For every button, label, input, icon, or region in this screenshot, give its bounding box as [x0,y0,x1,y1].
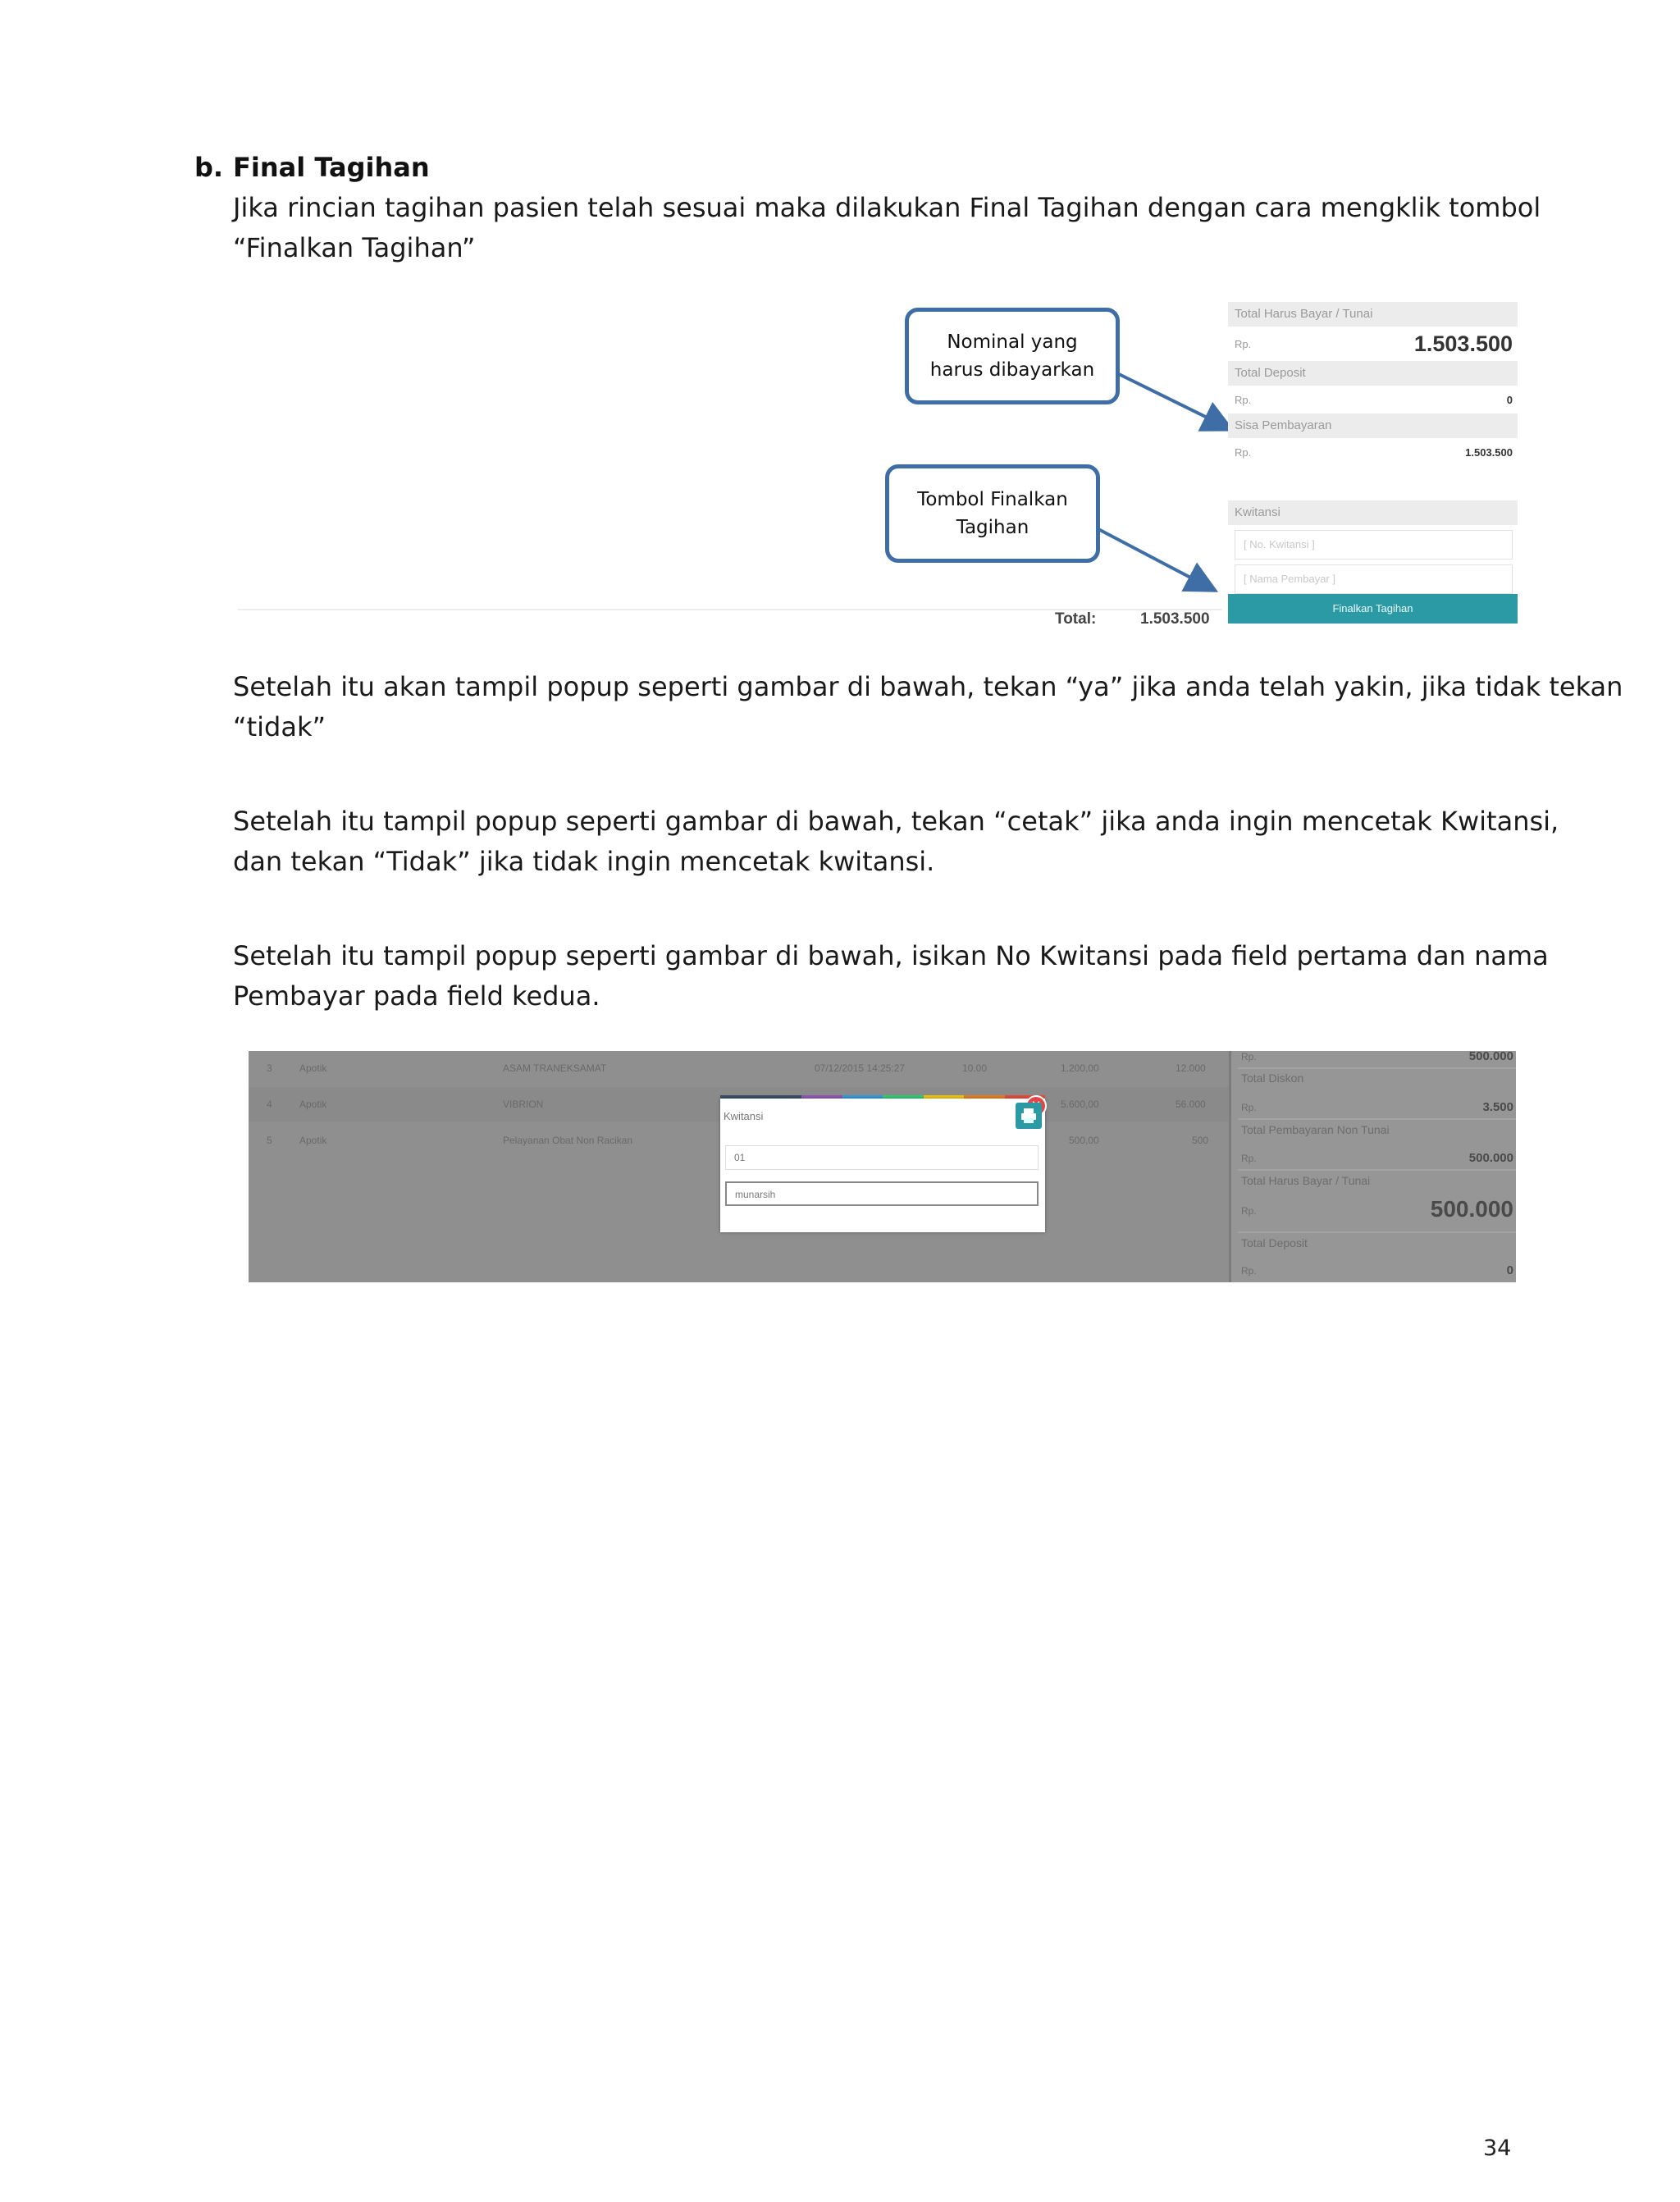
no-kwitansi-input[interactable]: [ No. Kwitansi ] [1235,530,1513,560]
payment-summary-panel [1229,1051,1516,1282]
total-diskon-value: 3.500 [1482,1100,1513,1114]
page-number: 34 [1483,2136,1512,2161]
arrow-nominal [1119,374,1229,428]
paragraph-line: Setelah itu tampil popup seperti gambar di bawah, tekan “cetak” jika anda ingin mencetak Kwitansi, [233,806,1559,837]
total-harus-bayar-label: Total Harus Bayar / Tunai [1241,1174,1371,1187]
modal-title: Kwitansi [724,1110,764,1122]
no-kwitansi-input[interactable]: 01 [725,1145,1039,1170]
row-unit: Apotik [299,1135,327,1146]
row-no: 4 [267,1099,272,1110]
row-price: 1.200,00 [1061,1062,1099,1074]
paragraph-popup-kwitansi [233,936,1549,1016]
section-heading [194,152,430,183]
row-qty: 10.00 [962,1062,988,1074]
intro-paragraph [233,188,1541,268]
currency-label: Rp. [1235,393,1252,406]
sisa-pembayaran-row [1228,438,1518,466]
row-date: 07/12/2015 14:25:27 [815,1062,906,1074]
intro-line-2: “Finalkan Tagihan” [233,232,476,263]
printer-icon [1016,1103,1042,1129]
callout-tombol-line2: Tagihan [956,517,1029,538]
paragraph-line: “tidak” [233,711,326,742]
total-diskon-label: Total Diskon [1241,1071,1304,1085]
paragraph-line: Setelah itu akan tampil popup seperti gambar di bawah, tekan “ya” jika anda telah yakin, jika tidak tekan [233,671,1623,702]
figure-final-tagihan [238,295,1518,640]
section-title: Final Tagihan [233,152,430,183]
row-price: 500,00 [1069,1135,1099,1146]
paragraph-popup-ya [233,667,1623,747]
row-total: 12.000 [1176,1062,1206,1074]
intro-line-1: Jika rincian tagihan pasien telah sesuai maka dilakukan Final Tagihan dengan cara mengklik tombol [233,192,1541,223]
kwitansi-modal [720,1099,1045,1232]
total-non-tunai-label: Total Pembayaran Non Tunai [1241,1123,1390,1136]
top-value: 500.000 [1468,1051,1513,1063]
payment-panel [1228,302,1518,624]
nama-pembayar-input[interactable]: [ Nama Pembayar ] [1235,564,1513,594]
sisa-pembayaran-value: 1.503.500 [1465,445,1513,459]
table-row [249,1051,1229,1085]
row-item: VIBRION [503,1099,544,1110]
sisa-pembayaran-label: Sisa Pembayaran [1228,413,1518,438]
figure-kwitansi-popup [249,1051,1516,1282]
paragraph-popup-cetak [233,802,1559,882]
callout-nominal-line1: Nominal yang [947,331,1078,353]
total-deposit-value: 0 [1506,1263,1513,1277]
row-price: 5.600,00 [1061,1099,1099,1110]
callout-tombol-line1: Tombol Finalkan [917,489,1068,510]
total-harus-bayar-value: 1.503.500 [1413,331,1513,356]
row-unit: Apotik [299,1099,327,1110]
print-button[interactable] [1016,1103,1042,1129]
total-harus-bayar-row [1228,327,1518,361]
row-no: 3 [267,1062,272,1074]
row-item: ASAM TRANEKSAMAT [503,1062,607,1074]
currency-label: Rp. [1235,337,1252,350]
total-value: 1.503.500 [1140,610,1210,628]
paragraph-line: Setelah itu tampil popup seperti gambar di bawah, isikan No Kwitansi pada field pertama dan nama [233,940,1549,971]
row-unit: Apotik [299,1062,327,1074]
total-deposit-value: 0 [1506,393,1513,406]
row-total: 56.000 [1176,1099,1206,1110]
total-deposit-label: Total Deposit [1228,361,1518,386]
currency-label: Rp. [1241,1205,1257,1217]
currency-label: Rp. [1235,445,1252,459]
paragraph-line: dan tekan “Tidak” jika tidak ingin mencetak kwitansi. [233,846,935,877]
total-harus-bayar-value: 500.000 [1430,1196,1513,1222]
finalkan-tagihan-button[interactable]: Finalkan Tagihan [1228,594,1518,624]
nama-pembayar-input[interactable]: munarsih [725,1181,1039,1206]
section-number: b. [194,152,224,183]
currency-label: Rp. [1241,1265,1257,1277]
row-total: 500 [1192,1135,1209,1146]
total-non-tunai-value: 500.000 [1468,1151,1513,1165]
arrow-tombol [1098,529,1212,589]
kwitansi-label: Kwitansi [1228,500,1518,525]
currency-label: Rp. [1241,1102,1257,1113]
total-harus-bayar-label: Total Harus Bayar / Tunai [1228,302,1518,327]
total-deposit-label: Total Deposit [1241,1236,1308,1249]
currency-label: Rp. [1241,1153,1257,1164]
row-no: 5 [267,1135,272,1146]
callout-nominal-line2: harus dibayarkan [929,359,1095,381]
currency-label: Rp. [1241,1051,1257,1062]
total-deposit-row [1228,386,1518,413]
paragraph-line: Pembayar pada field kedua. [233,980,600,1012]
row-item: Pelayanan Obat Non Racikan [503,1135,633,1146]
total-label: Total: [1055,610,1097,628]
